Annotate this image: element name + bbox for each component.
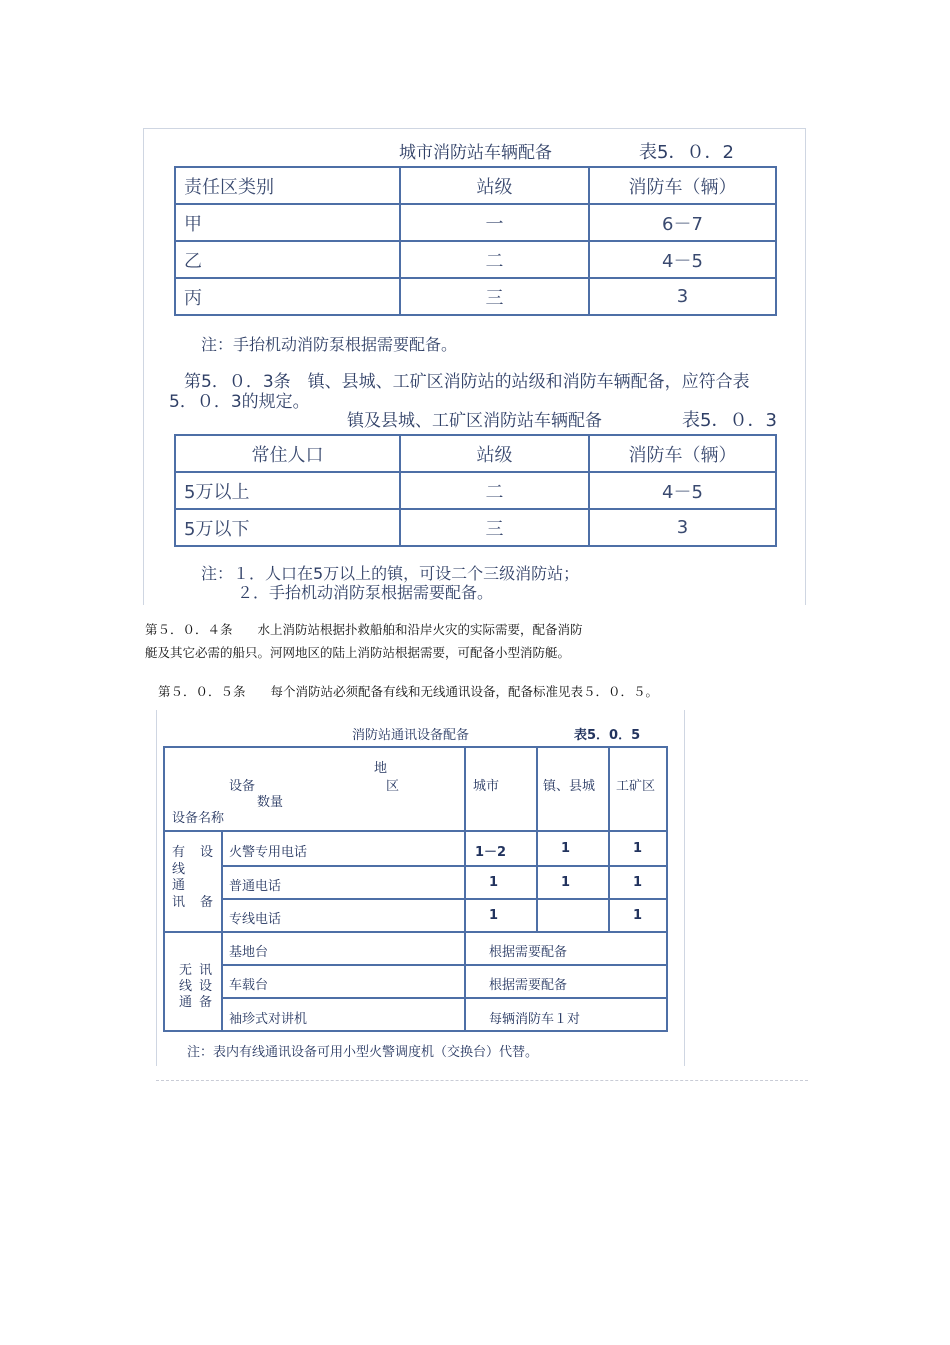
table-row (175, 204, 776, 241)
table-cell: 二 (400, 241, 589, 278)
clause-503-line1: 第5．０．3条 镇、县城、工矿区消防站的站级和消防车辆配备，应符合表 (184, 372, 750, 392)
table-image-5-0-2-and-5-0-3 (143, 128, 806, 605)
row-name: 车载台 (229, 978, 269, 993)
clause-504-line1: 第５．０．４条 水上消防站根据扑救船舶和沿岸火灾的实际需要，配备消防 (145, 622, 583, 637)
row-value: 1 (489, 875, 499, 890)
table-row (175, 472, 776, 509)
group-wired-c1-3: 讯 (172, 895, 186, 910)
table-cell: 4－5 (589, 241, 776, 278)
group-wireless-c2-2: 备 (199, 995, 213, 1010)
row-value: 每辆消防车１对 (489, 1012, 581, 1027)
row-value: 1 (633, 841, 643, 856)
table-cell: 三 (400, 509, 589, 546)
table-cell: 乙 (175, 241, 400, 278)
table-cell: 3 (589, 509, 776, 546)
table-row (175, 278, 776, 315)
row-value: 1－2 (475, 845, 507, 860)
table-505-number: 表5．0．5 (574, 728, 641, 743)
table-cell: 二 (400, 472, 589, 509)
table-header-cell: 责任区类别 (175, 167, 400, 204)
group-wireless-c2-0: 讯 (199, 963, 213, 978)
row-value: 1 (633, 875, 643, 890)
row-value: 1 (633, 908, 643, 923)
clause-504-line2: 艇及其它必需的船只。河网地区的陆上消防站根据需要，可配备小型消防艇。 (145, 645, 571, 660)
table-cell: 6－7 (589, 204, 776, 241)
table-row (175, 509, 776, 546)
table-503-note-line1: 注：１．人口在5万以上的镇，可设二个三级消防站； (201, 564, 580, 583)
table-header-cell: 常住人口 (175, 435, 400, 472)
table-503-number: 表5．０．3 (682, 410, 777, 431)
group-wired-c1-1: 线 (172, 862, 186, 877)
table-502 (174, 166, 777, 316)
table-image-5-0-5 (156, 710, 685, 1066)
group-wireless-c1-2: 通 (179, 995, 193, 1010)
table-502-number: 表5．０．2 (639, 142, 734, 163)
table-cell: 3 (589, 278, 776, 315)
table-header-cell: 消防车（辆） (589, 435, 776, 472)
group-wireless-c1-1: 线 (179, 979, 193, 994)
row-name: 专线电话 (229, 912, 282, 927)
table-cell: 甲 (175, 204, 400, 241)
corner-di: 地 (374, 761, 388, 776)
table-502-note: 注：手抬机动消防泵根据需要配备。 (201, 335, 458, 354)
row-value: 根据需要配备 (489, 978, 568, 993)
row-value: 1 (561, 875, 571, 890)
table-cell: 5万以上 (175, 472, 400, 509)
row-value: 1 (489, 908, 499, 923)
corner-qu: 区 (386, 779, 400, 794)
table-header-cell: 消防车（辆） (589, 167, 776, 204)
clause-505-line1: 第５．０．５条 每个消防站必须配备有线和无线通讯设备，配备标准见表５．０．５。 (158, 684, 659, 699)
row-name: 普通电话 (229, 879, 282, 894)
row-value: 1 (561, 841, 571, 856)
group-wired-c2-1: 备 (200, 895, 214, 910)
group-wireless-c2-1: 设 (199, 979, 213, 994)
group-wired-c2-0: 设 (200, 845, 214, 860)
table-header-cell: 站级 (400, 435, 589, 472)
group-wired-c1-0: 有 (172, 845, 186, 860)
row-name: 基地台 (229, 945, 269, 960)
row-value: 根据需要配备 (489, 945, 568, 960)
table-cell: 三 (400, 278, 589, 315)
table-503-title: 镇及县城、工矿区消防站车辆配备 (347, 411, 602, 431)
table-header-cell: 站级 (400, 167, 589, 204)
table-505-title: 消防站通讯设备配备 (352, 728, 470, 743)
table-row (175, 435, 776, 472)
table-502-title: 城市消防站车辆配备 (399, 143, 552, 163)
divider (156, 1080, 808, 1081)
table-row (175, 241, 776, 278)
table-cell: 丙 (175, 278, 400, 315)
table-cell: 一 (400, 204, 589, 241)
table-505-note: 注：表内有线通讯设备可用小型火警调度机（交换台）代替。 (187, 1045, 539, 1060)
clause-503-line2: 5．０．3的规定。 (169, 392, 310, 412)
row-name: 火警专用电话 (229, 845, 308, 860)
group-wireless-c1-0: 无 (179, 963, 193, 978)
col-header-mine: 工矿区 (616, 779, 656, 794)
table-cell: 4－5 (589, 472, 776, 509)
group-wired-c1-2: 通 (172, 878, 186, 893)
table-503 (174, 434, 777, 547)
table-row (175, 167, 776, 204)
corner-shebei-mingcheng: 设备名称 (172, 811, 225, 826)
col-header-town: 镇、县城 (543, 779, 596, 794)
corner-shuliang: 数量 (257, 795, 284, 810)
table-503-note-line2: ２．手抬机动消防泵根据需要配备。 (237, 583, 494, 602)
table-cell: 5万以下 (175, 509, 400, 546)
col-header-city: 城市 (473, 779, 500, 794)
corner-shebei: 设备 (229, 779, 256, 794)
row-name: 袖珍式对讲机 (229, 1012, 308, 1027)
